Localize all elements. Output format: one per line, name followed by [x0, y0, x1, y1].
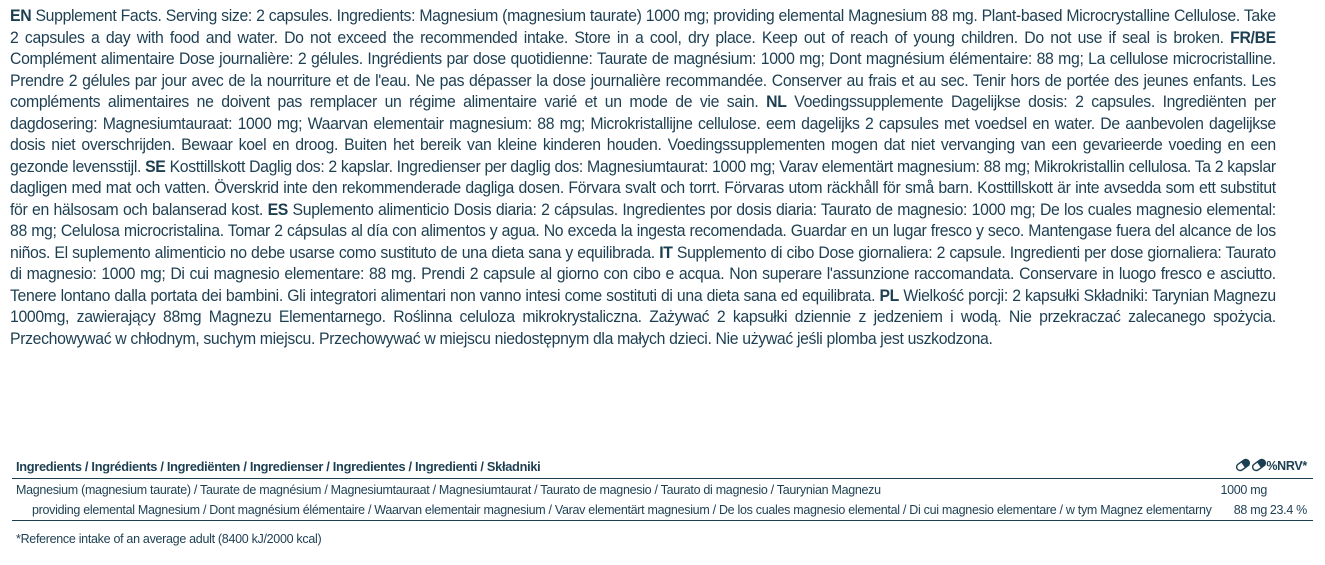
table-divider	[12, 519, 1313, 521]
ingredient-amount: 1000 mg	[1220, 483, 1267, 497]
lang-text-it: Supplemento di cibo Dose giornaliera: 2 capsule. Ingredienti per dose giornaliera: Taurato di magnesio: 1000 mg; Di cui magnesio elementare: 88 mg. Prendi 2 capsule al giorno con cibo e acqua. Non superare l'assunzione raccomandata. Conservare in luogo fresco e asciutto. Tenere lontano dalla portata dei bambini. Gli integratori alimentari non vanno intesi come sostituti di una dieta sana ed equilibrata.	[10, 243, 1276, 305]
capsules-icon	[1234, 456, 1270, 474]
ingredient-name: providing elemental Magnesium / Dont magnésium élémentaire / Waarvan elementair magnesium / Varav elementärt magnesium / De los cuales magnesio elemental / Di cui magnesio elementare / w tym Magnez elementarny	[32, 503, 1212, 517]
lang-code-it: IT	[659, 243, 673, 262]
table-row	[12, 499, 1313, 519]
ingredients-header: Ingredients / Ingrédients / Ingrediënten / Ingredienser / Ingredientes / Ingredienti / Składniki	[16, 459, 541, 474]
reference-footnote: *Reference intake of an average adult (8400 kJ/2000 kcal)	[16, 532, 322, 546]
ingredient-name: Magnesium (magnesium taurate) / Taurate de magnésium / Magnesiumtauraat / Magnesiumtaurat / Taurato de magnesio / Taurato di magnesio / Taurynian Magnezu	[16, 483, 881, 497]
lang-code-en: EN	[10, 7, 32, 25]
multilingual-label-text	[10, 6, 1276, 350]
lang-text-es: Suplemento alimenticio Dosis diaria: 2 cápsulas. Ingredientes por dosis diaria: Taurato de magnesio: 1000 mg; De los cuales magnesio elemental: 88 mg; Celulosa microcristalina. Tomar 2 cápsulas al día con alimentos y agua. No exceda la ingesta recomendada. Guardar en un lugar fresco y seco. Mantengase fuera del alcance de los niños. El suplemento alimenticio no debe usarse como sustituto de una dieta sana y equilibrada.	[10, 200, 1276, 262]
lang-text-se: Kosttillskott Daglig dos: 2 kapslar. Ingredienser per daglig dos: Magnesiumtaurat: 1000 mg; Varav elementärt magnesium: 88 mg; Mikrokristallin cellulosa. Ta 2 kapslar dagligen med mat och vatten. Överskrid inte den rekommenderade dagliga dosen. Förvara svalt och torrt. Förvaras utom räckhåll för små barn. Kosttillskott är inte avsedda som ett substitut för en hälsosam och balanserad kost.	[10, 157, 1276, 219]
ingredient-nrv: 23.4 %	[1269, 503, 1307, 517]
nrv-header: %NRV*	[1266, 459, 1307, 473]
lang-code-se: SE	[145, 157, 166, 176]
ingredient-amount: 88 mg	[1233, 503, 1267, 517]
lang-code-fr: FR/BE	[1230, 28, 1276, 47]
ingredients-table	[12, 452, 1313, 546]
lang-text-nl: Voedingssupplemente Dagelijkse dosis: 2 capsules. Ingrediënten per dagdosering: Magnesiumtauraat: 1000 mg; Waarvan elementair magnesium: 88 mg; Microkristallijne cellulose. eem dagelijks 2 capsules met voedsel en water. De aanbevolen dagelijkse dosis niet overschrijden. Bewaar koel en droog. Buiten het bereik van kleine kinderen houden. Voedingssupplementen mogen dat niet vervanging van een gevarieerde voeding en een gezonde levensstijl.	[10, 93, 1276, 176]
lang-text-pl: Wielkość porcji: 2 kapsułki Składniki: Tarynian Magnezu 1000mg, zawierający 88mg Magnezu Elementarnego. Roślinna celuloza mikrokrystaliczna. Zażywać 2 kapsułki dziennie z jedzeniem i wodą. Nie przekraczać zalecanego spożycia. Przechowywać w chłodnym, suchym miejscu. Przechowywać w miejscu niedostępnym dla małych dzieci. Nie używać jeśli plomba jest uszkodzona.	[10, 286, 1276, 348]
table-row	[12, 479, 1313, 499]
lang-code-nl: NL	[766, 93, 787, 111]
lang-text-en: Supplement Facts. Serving size: 2 capsules. Ingredients: Magnesium (magnesium taurate) 1000 mg; providing elemental Magnesium 88 mg. Plant-based Microcrystalline Cellulose. Take 2 capsules a day with food and water. Do not exceed the recommended intake. Store in a cool, dry place. Keep out of reach of young children. Do not use if seal is broken.	[10, 7, 1276, 47]
lang-code-pl: PL	[879, 286, 899, 305]
table-header	[12, 452, 1313, 479]
lang-text-fr: Complément alimentaire Dose journalière: 2 gélules. Ingrédients par dose quotidienne: Taurate de magnésium: 1000 mg; Dont magnésium élémentaire: 88 mg; La cellulose microcristalline. Prendre 2 gélules par jour avec de la nourriture et de l'eau. Ne pas dépasser la dose journalière recommandée. Conserver au frais et au sec. Tenir hors de portée des jeunes enfants. Les compléments alimentaires ne doivent pas remplacer un régime alimentaire varié et un mode de vie sain.	[10, 50, 1276, 111]
lang-code-es: ES	[267, 200, 288, 219]
